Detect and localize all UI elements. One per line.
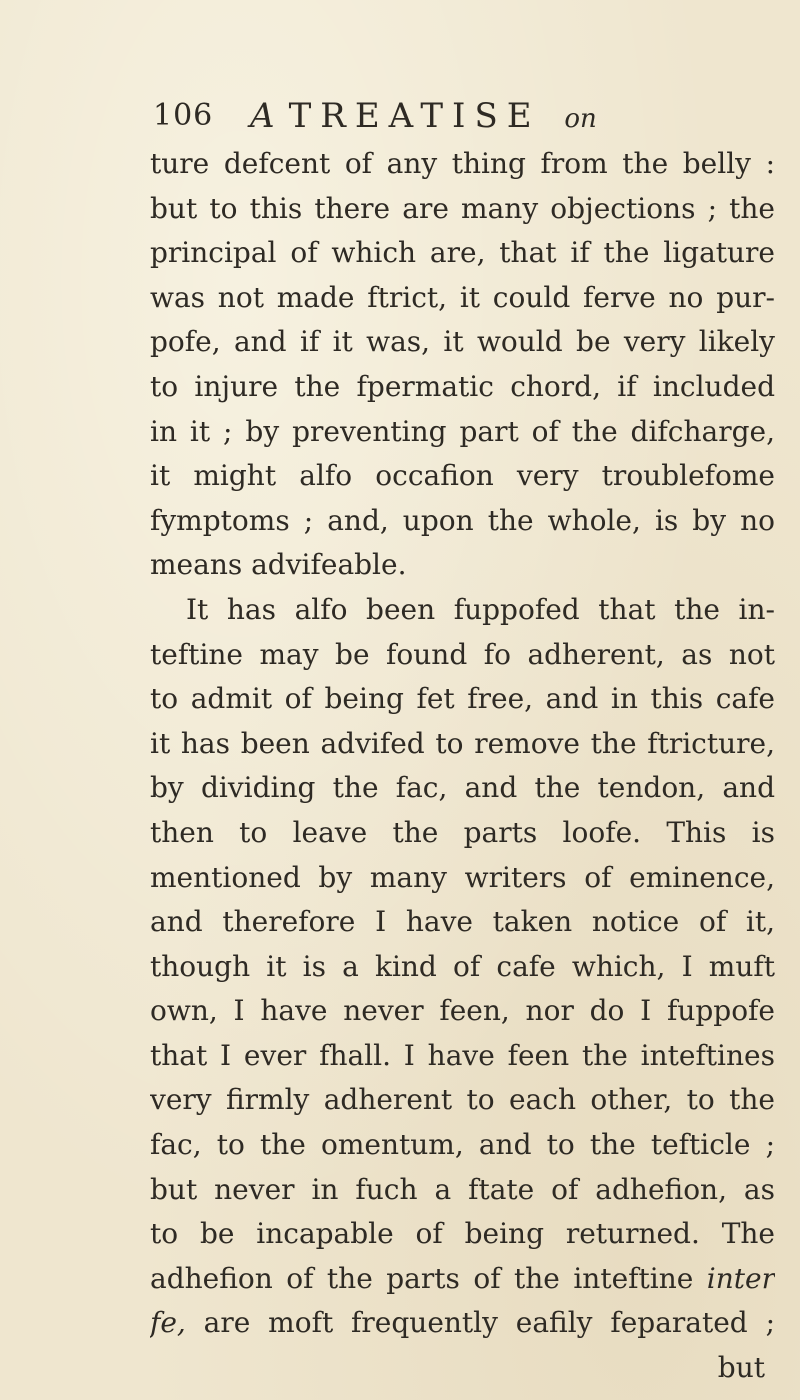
text-line: but never in fuch a ftate of adhefion, as bbox=[150, 1172, 775, 1206]
text-line: by dividing the fac, and the tendon, and bbox=[150, 771, 775, 805]
text-line: was not made ftrict, it could ferve no pur- bbox=[150, 280, 775, 314]
text-line-end: are moft frequently eafily feparated ; bbox=[185, 1306, 775, 1340]
text-line: to injure the fpermatic chord, if included bbox=[150, 369, 775, 403]
text-line: that I ever fhall. I have feen the inteftines bbox=[150, 1038, 775, 1072]
text-line-with-italic bbox=[150, 1301, 775, 1346]
text-line: very firmly adherent to each other, to the bbox=[150, 1083, 775, 1117]
running-title-main: TREATISE bbox=[288, 96, 541, 136]
text-line: though it is a kind of cafe which, I muft bbox=[150, 949, 775, 983]
paragraph-start-line: It has alfo been fuppofed that the in- bbox=[186, 592, 775, 626]
text-line: pofe, and if it was, it would be very likely bbox=[150, 325, 775, 359]
running-title-suffix: on bbox=[564, 104, 597, 134]
text-line: own, I have never feen, nor do I fuppofe bbox=[150, 994, 775, 1028]
text-line: teftine may be found fo adherent, as not bbox=[150, 637, 775, 671]
running-header bbox=[0, 96, 800, 142]
body-text bbox=[150, 142, 775, 1391]
text-line: to be incapable of being returned. The bbox=[150, 1217, 775, 1251]
text-line: in it ; by preventing part of the difcharge, bbox=[150, 414, 775, 448]
text-line-with-italic bbox=[150, 1257, 775, 1302]
page-number: 106 bbox=[153, 98, 214, 133]
running-title bbox=[250, 96, 597, 136]
text-line: it might alfo occafion very troublefome bbox=[150, 459, 775, 493]
catchword: but bbox=[717, 1351, 765, 1385]
italic-latin-word: inter bbox=[706, 1261, 775, 1295]
text-line: but to this there are many objections ; the bbox=[150, 191, 775, 225]
text-line: fymptoms ; and, upon the whole, is by no bbox=[150, 503, 775, 537]
text-line: to admit of being fet free, and in this cafe bbox=[150, 682, 775, 716]
text-line: principal of which are, that if the ligature bbox=[150, 236, 775, 270]
italic-latin-word: fe, bbox=[150, 1306, 186, 1340]
text-line: fac, to the omentum, and to the tefticle ; bbox=[150, 1128, 775, 1162]
text-line: ture defcent of any thing from the belly : bbox=[150, 147, 775, 180]
text-line-start: adhefion of the parts of the inteftine bbox=[150, 1261, 694, 1295]
paragraph-end-line: means advifeable. bbox=[150, 548, 407, 582]
text-line: and therefore I have taken notice of it, bbox=[150, 905, 775, 939]
text-line: it has been advifed to remove the ftricture, bbox=[150, 726, 775, 760]
text-line: mentioned by many writers of eminence, bbox=[150, 860, 775, 894]
running-title-initial: A bbox=[250, 96, 275, 136]
text-line: then to leave the parts loofe. This is bbox=[150, 815, 775, 849]
